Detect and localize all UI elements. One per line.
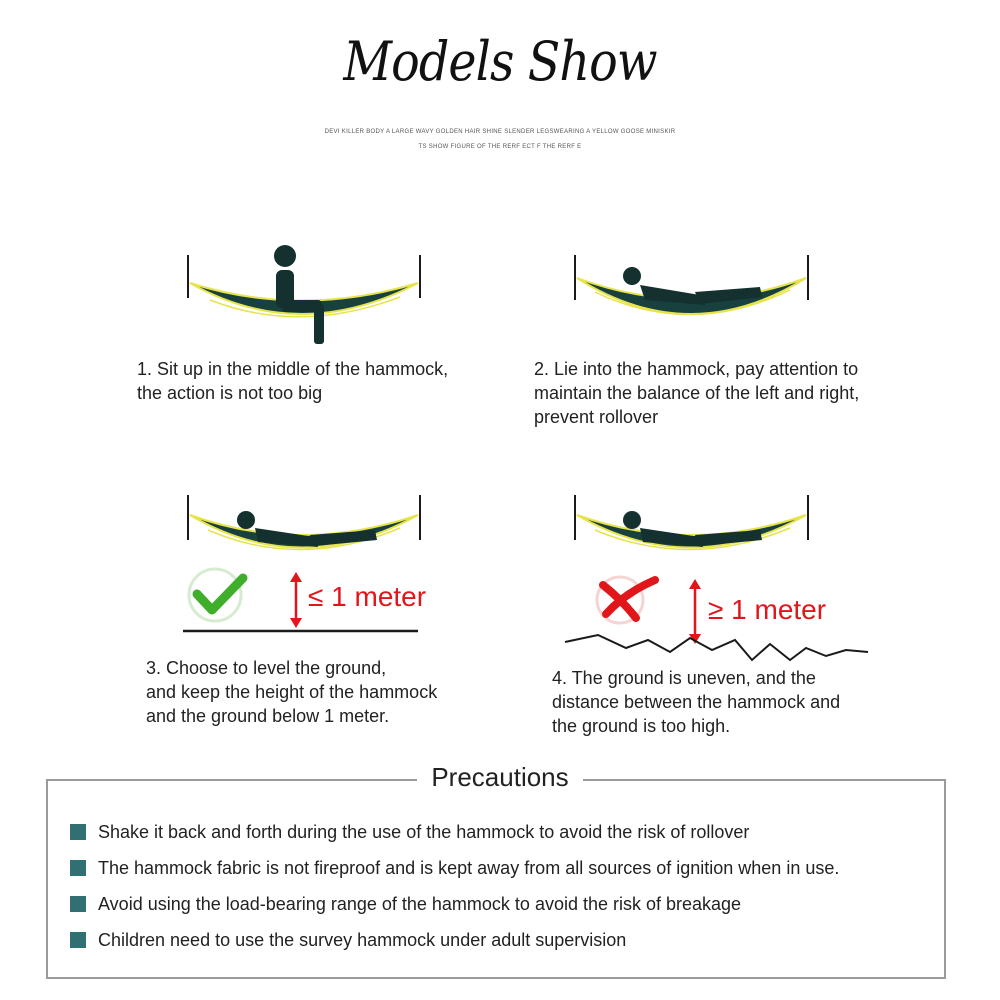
step-2-line: 2. Lie into the hammock, pay attention to: [534, 359, 859, 379]
precaution-item: [70, 850, 839, 886]
precaution-text: Children need to use the survey hammock under adult supervision: [98, 929, 627, 950]
precautions-heading: [0, 762, 1000, 793]
arrow-icon: [689, 579, 701, 644]
arrow-icon: [290, 572, 302, 628]
uneven-ground: [565, 635, 868, 660]
step-3-caption: [146, 656, 437, 728]
precaution-item: [70, 922, 839, 958]
square-bullet-icon: [70, 896, 86, 912]
step-4-line: the ground is too high.: [552, 716, 731, 736]
step-2-line: maintain the balance of the left and right,: [534, 383, 860, 403]
step-4-caption: [552, 666, 840, 738]
hammock-1: [188, 255, 420, 317]
subtitle-line-2: TS SHOW FIGURE OF THE RERF ECT F THE RERF E: [418, 144, 582, 150]
cross-icon: [597, 577, 655, 623]
precaution-text: Shake it back and forth during the use of the hammock to avoid the risk of rollover: [98, 821, 750, 842]
step-2-line: prevent rollover: [534, 407, 659, 427]
hammock-4: [575, 495, 808, 550]
hammock-3: [188, 495, 420, 550]
measure-below-label: ≤ 1 meter: [308, 581, 427, 612]
precaution-item: [70, 886, 839, 922]
step-3-line: and keep the height of the hammock: [146, 682, 438, 702]
step-3-line: and the ground below 1 meter.: [146, 706, 390, 726]
step-4-line: 4. The ground is uneven, and the: [552, 668, 816, 688]
step-3-line: 3. Choose to level the ground,: [146, 658, 387, 678]
square-bullet-icon: [70, 824, 86, 840]
square-bullet-icon: [70, 860, 86, 876]
subtitle-line-1: DEVI KILLER BODY A LARGE WAVY GOLDEN HAIR SHINE SLENDER LEGSWEARING A YELLOW GOOSE MINISKIR: [324, 129, 676, 135]
person-lying-3: [237, 511, 377, 547]
step-1-caption: [137, 357, 448, 405]
step-1-line: 1. Sit up in the middle of the hammock,: [137, 359, 449, 379]
precautions-title: Precautions: [417, 762, 582, 792]
precaution-text: The hammock fabric is not fireproof and is kept away from all sources of ignition when in use.: [98, 857, 840, 878]
check-icon: [189, 569, 243, 621]
hammock-2: [575, 255, 808, 315]
precaution-text: Avoid using the load-bearing range of the hammock to avoid the risk of breakage: [98, 893, 742, 914]
page-title: Models Show: [343, 30, 657, 93]
measure-above-label: ≥ 1 meter: [708, 594, 827, 625]
step-1-line: the action is not too big: [137, 383, 323, 403]
square-bullet-icon: [70, 932, 86, 948]
person-sitting: [274, 245, 324, 344]
person-lying-4: [623, 511, 762, 547]
precaution-item: [70, 814, 839, 850]
precautions-list: [70, 814, 839, 958]
step-4-line: distance between the hammock and: [552, 692, 841, 712]
person-lying: [623, 267, 762, 305]
step-2-caption: [534, 357, 859, 429]
